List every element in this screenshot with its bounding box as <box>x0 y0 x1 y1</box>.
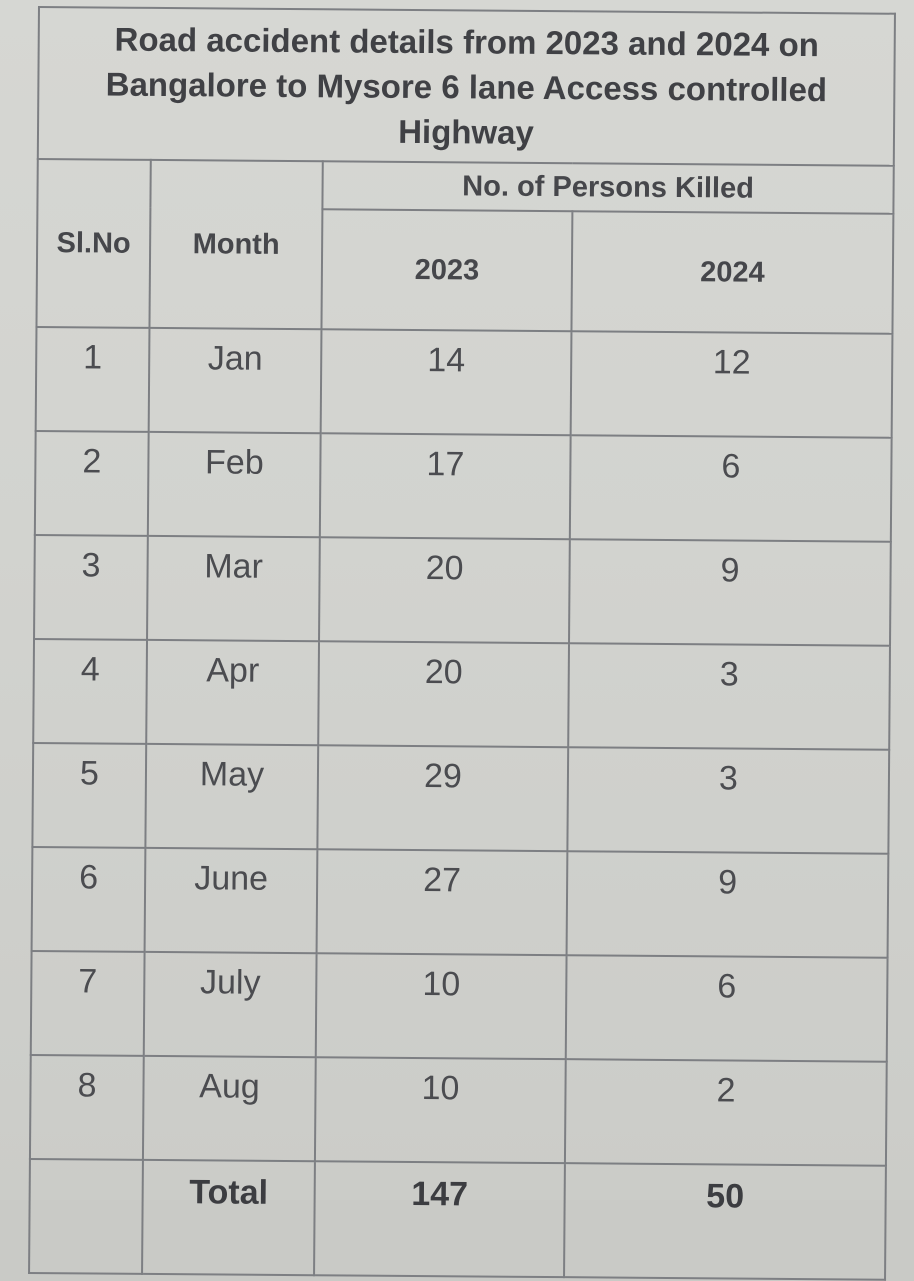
total-row <box>29 1159 886 1280</box>
killed-2023-cell: 10 <box>315 1057 566 1163</box>
killed-2023-cell: 29 <box>317 745 568 851</box>
table-row <box>34 535 891 646</box>
killed-2024-cell: 12 <box>571 331 893 438</box>
killed-2023-cell: 20 <box>318 641 569 747</box>
total-2023: 147 <box>314 1161 565 1277</box>
month-cell: Jan <box>149 328 322 433</box>
month-cell: June <box>145 848 318 953</box>
table-row <box>31 951 888 1062</box>
month-cell: Apr <box>146 640 319 745</box>
sl-no-cell: 6 <box>32 847 146 952</box>
killed-2023-cell: 14 <box>321 329 572 435</box>
table-row <box>32 743 889 854</box>
printed-sheet <box>29 6 894 1216</box>
killed-2023-cell: 17 <box>320 433 571 539</box>
killed-2023-cell: 27 <box>317 849 568 955</box>
header-persons-killed: No. of Persons Killed <box>322 161 893 213</box>
total-label: Total <box>142 1160 315 1275</box>
killed-2024-cell: 6 <box>566 955 888 1062</box>
header-sl-no: Sl.No <box>36 159 150 328</box>
sl-no-cell: 5 <box>32 743 146 848</box>
killed-2024-cell: 9 <box>567 851 889 958</box>
month-cell: May <box>145 744 318 849</box>
sl-no-cell: 2 <box>35 431 149 536</box>
month-cell: Feb <box>148 432 321 537</box>
header-year-2024: 2024 <box>571 211 893 334</box>
sl-no-cell: 3 <box>34 535 148 640</box>
killed-2023-cell: 10 <box>316 953 567 1059</box>
sl-no-cell: 8 <box>30 1055 144 1160</box>
header-month: Month <box>149 160 322 329</box>
month-cell: July <box>144 952 317 1057</box>
sl-no-cell: 7 <box>31 951 145 1056</box>
killed-2024-cell: 3 <box>567 747 889 854</box>
killed-2024-cell: 9 <box>569 539 891 646</box>
month-cell: Aug <box>143 1056 316 1161</box>
killed-2024-cell: 2 <box>565 1059 887 1166</box>
table-row <box>30 1055 887 1166</box>
month-cell: Mar <box>147 536 320 641</box>
header-year-2023: 2023 <box>321 209 572 331</box>
table-row <box>32 847 889 958</box>
killed-2023-cell: 20 <box>319 537 570 643</box>
total-blank-cell <box>29 1159 143 1274</box>
sl-no-cell: 4 <box>33 639 147 744</box>
accident-table <box>28 6 896 1281</box>
killed-2024-cell: 6 <box>570 435 892 542</box>
table-title: Road accident details from 2023 and 2024 on Bangalore to Mysore 6 lane Access controlled Highway <box>38 7 895 166</box>
killed-2024-cell: 3 <box>568 643 890 750</box>
table-row <box>35 431 892 542</box>
total-2024: 50 <box>564 1163 886 1280</box>
sl-no-cell: 1 <box>36 327 150 432</box>
table-row <box>33 639 890 750</box>
table-row <box>36 327 893 438</box>
